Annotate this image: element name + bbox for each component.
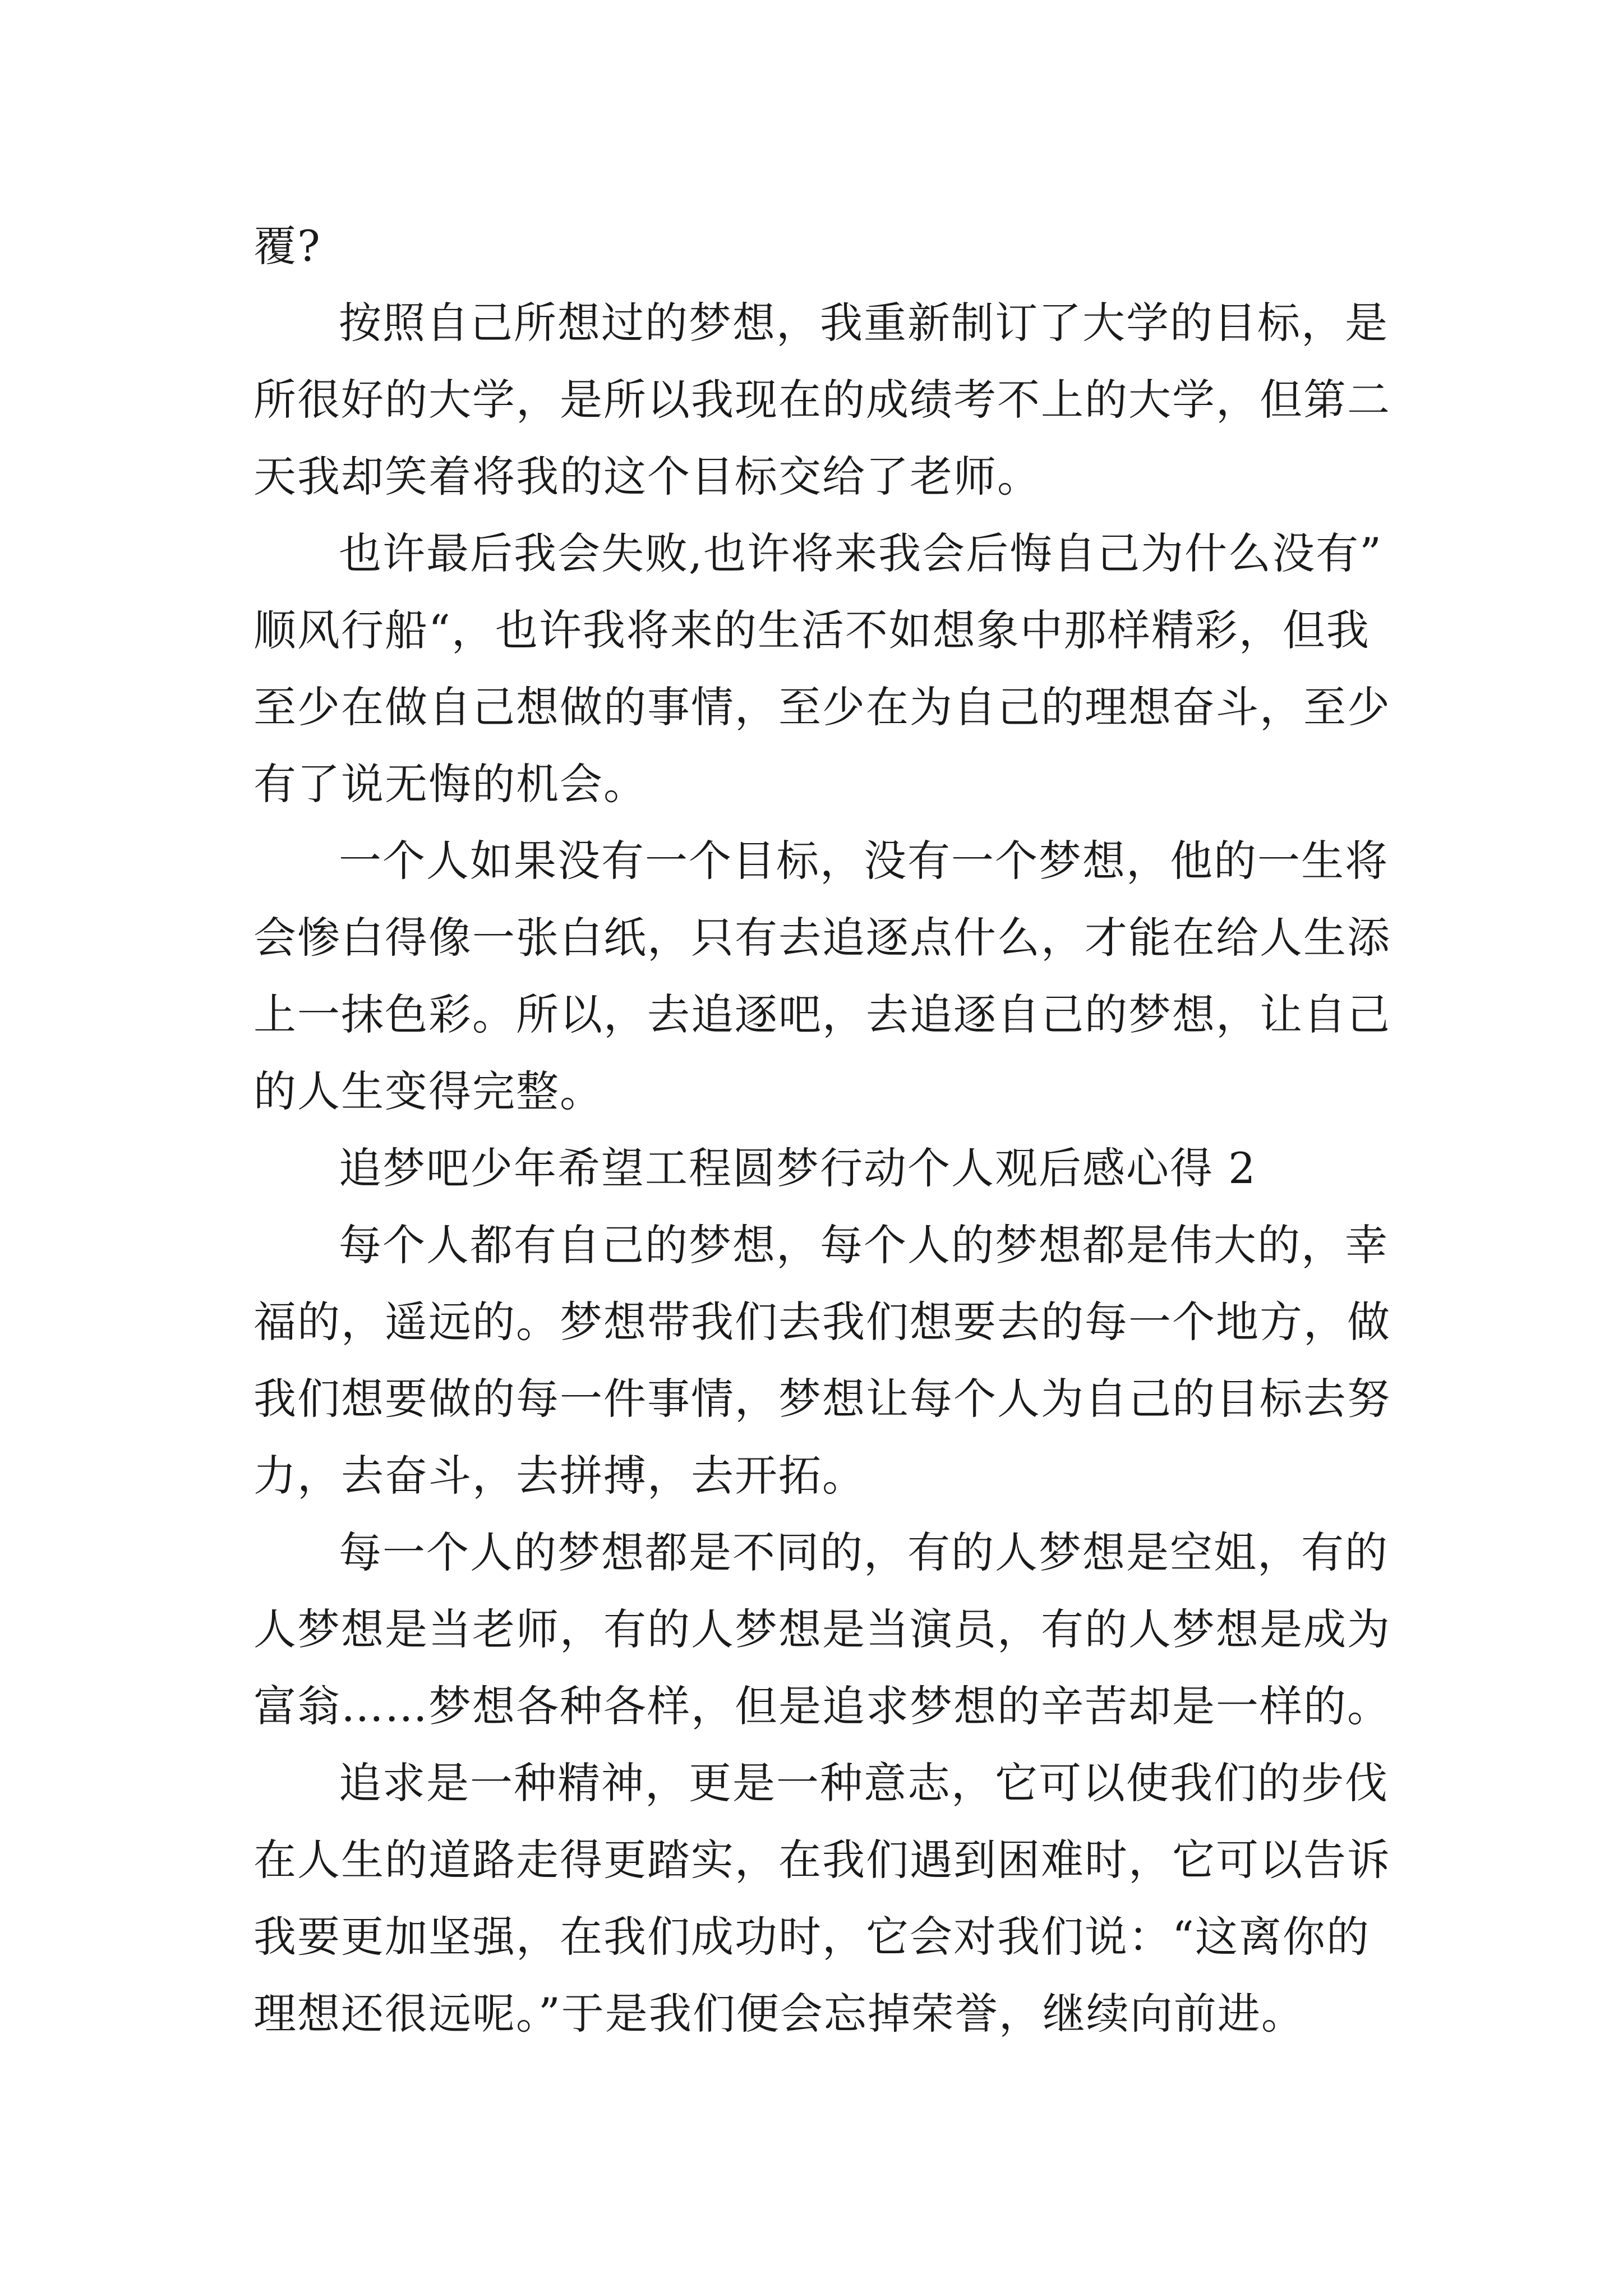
text-line: 天我却笑着将我的这个目标交给了老师。 [253, 452, 1041, 501]
paragraph-first-line: 按照自己所想过的梦想，我重新制订了大学的目标，是 [339, 298, 1389, 348]
text-line: 会惨白得像一张白纸，只有去追逐点什么，才能在给人生添 [253, 913, 1391, 963]
text-line: 至少在做自己想做的事情，至少在为自己的理想奋斗，至少 [253, 682, 1391, 732]
text-line: 福的，遥远的。梦想带我们去我们想要去的每一个地方，做 [253, 1297, 1391, 1347]
paragraph-first-line: 每个人都有自己的梦想，每个人的梦想都是伟大的，幸 [339, 1220, 1389, 1270]
paragraph-first-line: 每一个人的梦想都是不同的，有的人梦想是空姐，有的 [339, 1527, 1389, 1577]
text-line: 上一抹色彩。所以，去追逐吧，去追逐自己的梦想，让自己 [253, 990, 1391, 1039]
text-line: 覆? [253, 221, 321, 271]
paragraph-first-line: 一个人如果没有一个目标，没有一个梦想，他的一生将 [339, 836, 1389, 886]
paragraph-first-line: 追求是一种精神，更是一种意志，它可以使我们的步伐 [339, 1758, 1389, 1808]
document-body [253, 208, 1391, 2052]
paragraph-first-line: 也许最后我会失败,也许将来我会后悔自己为什么没有” [339, 528, 1383, 578]
text-line: 富翁……梦想各种各样，但是追求梦想的辛苦却是一样的。 [253, 1681, 1391, 1731]
section-heading: 追梦吧少年希望工程圆梦行动个人观后感心得 2 [339, 1143, 1257, 1193]
text-line: 的人生变得完整。 [253, 1066, 603, 1116]
text-line: 所很好的大学，是所以我现在的成绩考不上的大学，但第二 [253, 375, 1391, 425]
text-line: 理想还很远呢。”于是我们便会忘掉荣誉，继续向前进。 [253, 1989, 1305, 2039]
text-line: 力，去奋斗，去拼搏，去开拓。 [253, 1451, 866, 1501]
text-line: 我要更加坚强，在我们成功时，它会对我们说：“这离你的 [253, 1912, 1370, 1962]
text-line: 顺风行船“，也许我将来的生活不如想象中那样精彩，但我 [253, 605, 1370, 655]
text-line: 我们想要做的每一件事情，梦想让每个人为自己的目标去努 [253, 1374, 1391, 1424]
text-line: 人梦想是当老师，有的人梦想是当演员，有的人梦想是成为 [253, 1604, 1391, 1654]
text-line: 有了说无悔的机会。 [253, 759, 647, 809]
text-line: 在人生的道路走得更踏实，在我们遇到困难时，它可以告诉 [253, 1835, 1391, 1885]
